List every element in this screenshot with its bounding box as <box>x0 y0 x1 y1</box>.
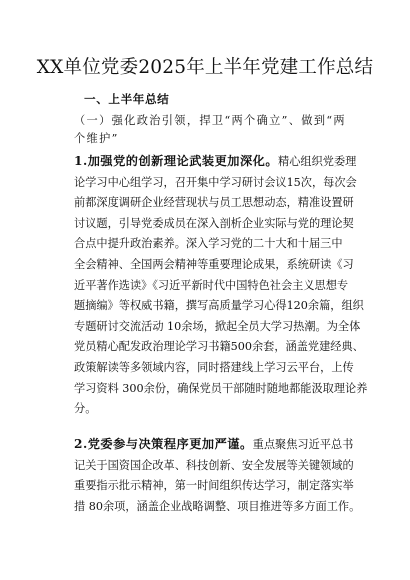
paragraph-line: 合点中提升政治素养。深入学习党的二十大和十届三中 <box>74 237 343 251</box>
paragraph-line <box>74 151 357 173</box>
paragraph-line: 学习资料 300余份，确保党员干部随时随地都能汲取理论养 <box>74 381 368 395</box>
paragraph-line: 重要指示批示精神，第一时间组织传达学习，制定落实举 <box>74 479 354 493</box>
paragraph-line: 分。 <box>74 402 97 416</box>
paragraph-line: 政策解读等多领域内容，同时搭建线上学习云平台，上传 <box>74 360 354 374</box>
paragraph-line: 措 80余项，涵盖企业战略调整、项目推进等多方面工作。 <box>74 499 361 513</box>
paragraph-1-lead: 1.加强党的创新理论武装更加深化。 <box>74 154 279 168</box>
paragraph-text: 重点聚焦习近平总书 <box>252 438 354 451</box>
paragraph-2-lead: 2.党委参与决策程序更加严谨。 <box>74 437 253 451</box>
paragraph-text: 精心组织党委理 <box>278 155 357 168</box>
subsection-heading-line: （一）强化政治引领，捍卫“两个确立”、做到“两 <box>74 114 346 127</box>
paragraph-1 <box>74 151 368 420</box>
paragraph-2 <box>74 434 361 517</box>
section-heading: 一、上半年总结 <box>84 92 170 106</box>
paragraph-line: 讨议题，引导党委成员在深入剖析企业实际与党的理论契 <box>74 216 354 230</box>
paragraph-line: 论学习中心组学习，召开集中学习研讨会议15次，每次会 <box>74 175 357 189</box>
subsection-heading-line: 个维护” <box>74 132 119 145</box>
subsection-heading <box>74 112 354 148</box>
paragraph-line: 近平著作选读》《习近平新时代中国特色社会主义思想专 <box>74 278 349 292</box>
paragraph-line: 全会精神、全国两会精神等重要理论成果，系统研读《习 <box>74 257 354 271</box>
document-title: XX单位党委2025年上半年党建工作总结 <box>36 57 374 78</box>
paragraph-line: 党员精心配发政治理论学习书籍500余套，涵盖党建经典、 <box>74 340 364 354</box>
paragraph-line: 前都深度调研企业经营现状与员工思想动态，精准设置研 <box>74 196 354 210</box>
paragraph-line: 记关于国资国企改革、科技创新、安全发展等关键领域的 <box>74 458 354 472</box>
paragraph-line: 专题研讨交流活动 10余场，掀起全员大学习热潮。为全体 <box>74 319 361 333</box>
paragraph-line <box>74 434 354 456</box>
paragraph-line: 题摘编》等权威书籍，撰写高质量学习心得120余篇，组织 <box>74 299 364 313</box>
